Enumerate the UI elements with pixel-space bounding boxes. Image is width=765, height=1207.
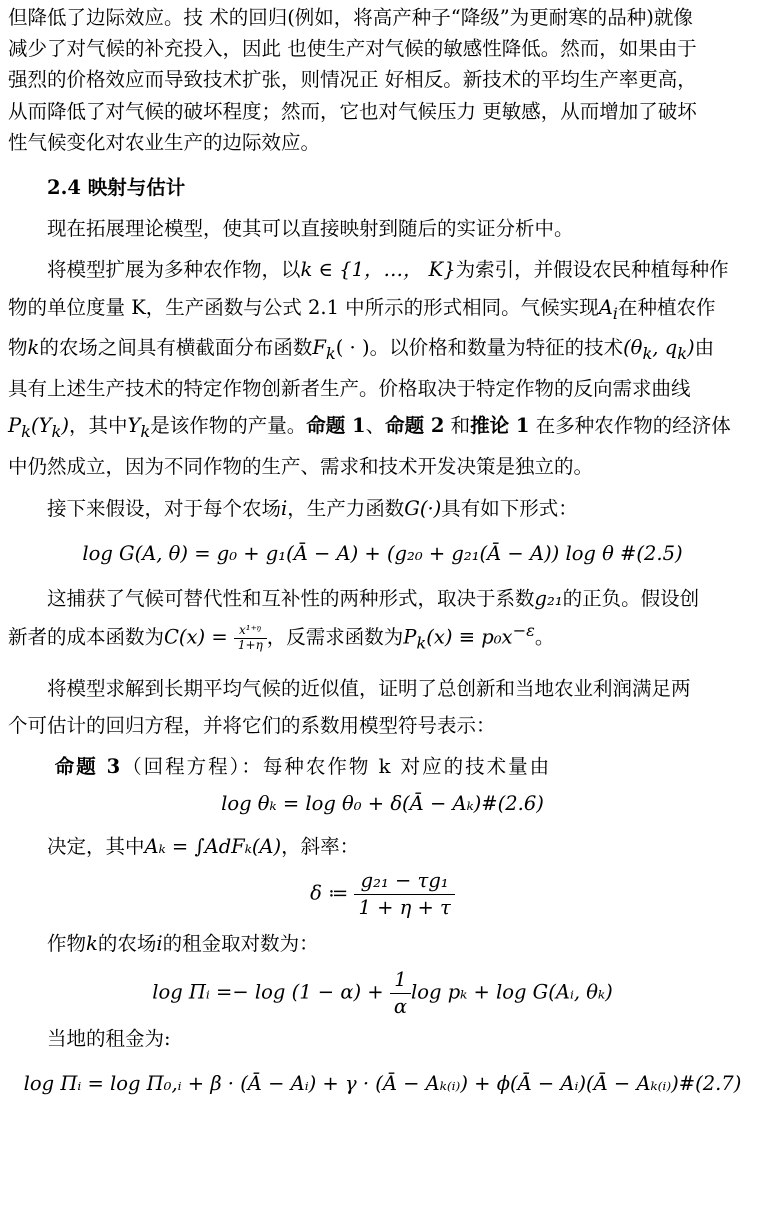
equation-delta: δ ≔ $\frac{\text{g₂₁ − τg₁}}{1 + \eta + \tau}$ bbox=[8, 868, 757, 920]
solve-paragraph bbox=[8, 673, 757, 741]
text-line: 物k的农场之间具有横截面分布函数$F_k$( · )。以价格和数量为特征的技术($\theta_k$, $q_k$)由 bbox=[8, 336, 715, 364]
text-line: 物的单位度量 K，生产函数与公式 2.1 中所示的形式相同。气候实现$A_i$在种植农作 bbox=[8, 295, 716, 323]
section-title: 映射与估计 bbox=[87, 175, 186, 199]
equation-2-5: log G(A, θ) = g₀ + g₁(Ā − A) + (g₂₀ + g₂₁(Ā − A)) log θ #(2.5) bbox=[82, 541, 683, 565]
text-line: 但降低了边际效应。技 术的回归(例如，将高产种子“降级”为更耐寒的品种)就像 bbox=[8, 6, 693, 29]
text-line: 减少了对气候的补充投入，因此 也使生产对气候的敏感性降低。然而，如果由于 bbox=[8, 37, 697, 61]
equation-2-6: log θₖ = log θ₀ + δ(Ā − Aₖ)#(2.6) bbox=[221, 792, 544, 816]
text-line: 个可估计的回归方程，并将它们的系数用模型符号表示： bbox=[8, 713, 496, 737]
proposition-3: 命题 3（回程方程）：每种农作物 k 对应的技术量由 bbox=[54, 754, 552, 778]
text-line: 中仍然成立，因为不同作物的生产、需求和技术开发决策是独立的。 bbox=[8, 455, 594, 479]
section-heading bbox=[8, 172, 757, 203]
text-line: 强烈的价格效应而导致技术扩张，则情况正 好相反。新技术的平均生产率更高， bbox=[8, 68, 697, 92]
rent-fraction: $\frac{1}{\alpha}$ bbox=[390, 967, 411, 1019]
delta-fraction: $\frac{\text{g₂₁ − τg₁}}{1 + \eta + \tau}$ bbox=[354, 868, 454, 920]
text-line: $P_k(Y_k)$，其中$Y_k$是该作物的产量。命题 1、命题 2 和推论 1 在多种农作物的经济体 bbox=[8, 414, 731, 442]
text-line: 这捕获了气候可替代性和互补性的两种形式，取决于系数g₂₁的正负。假设创 bbox=[47, 586, 700, 610]
text-line: 新者的成本函数为C(x) = $\frac{\text{x¹⁺ᵑ}}{1+\eta}$ ，反需求函数为$P_k(x) \equiv p_0x^{-\varepsilon}$。 bbox=[8, 621, 555, 653]
equation-rent: log Πᵢ =− log (1 − α) + $\frac{1}{\alpha}$ log pₖ + log G(Aᵢ, θₖ) bbox=[152, 968, 613, 1018]
rent-paragraph: 作物k的农场i的租金取对数为： bbox=[47, 932, 319, 956]
cost-fraction: $\frac{\text{x¹⁺ᵑ}}{1+\eta}$ bbox=[234, 624, 267, 653]
assume-paragraph: 接下来假设，对于每个农场i，生产力函数G(·)具有如下形式： bbox=[47, 496, 578, 520]
capture-paragraph bbox=[8, 583, 757, 657]
intro-paragraph bbox=[8, 0, 757, 158]
text-line: 将模型求解到长期平均气候的近似值，证明了总创新和当地农业利润满足两 bbox=[47, 676, 691, 700]
text-line: 从而降低了对气候的破坏程度；然而，它也对气候压力 更敏感，从而增加了破坏 bbox=[8, 99, 697, 123]
model-paragraph bbox=[8, 254, 757, 482]
section-number: 2.4 bbox=[47, 175, 81, 199]
decide-paragraph: 决定，其中Aₖ = ∫AdFₖ(A)，斜率： bbox=[47, 835, 360, 859]
equation-2-7: log Πᵢ = log Π₀,ᵢ + β · (Ā − Aᵢ) + γ · (Ā − Aₖ₍ᵢ₎) + ϕ(Ā − Aᵢ)(Ā − Aₖ₍ᵢ₎)#(2.7) bbox=[23, 1072, 742, 1096]
text-line: 性气候变化对农业生产的边际效应。 bbox=[8, 130, 321, 154]
text-line: 将模型扩展为多种农作物，以k ∈ {1，…， K}为索引，并假设农民种植每种作 bbox=[47, 258, 729, 282]
extend-paragraph: 现在拓展理论模型，使其可以直接映射到随后的实证分析中。 bbox=[47, 217, 574, 241]
text-line: 具有上述生产技术的特定作物创新者生产。价格取决于特定作物的反向需求曲线 bbox=[8, 377, 691, 401]
local-rent-paragraph: 当地的租金为: bbox=[47, 1027, 171, 1050]
